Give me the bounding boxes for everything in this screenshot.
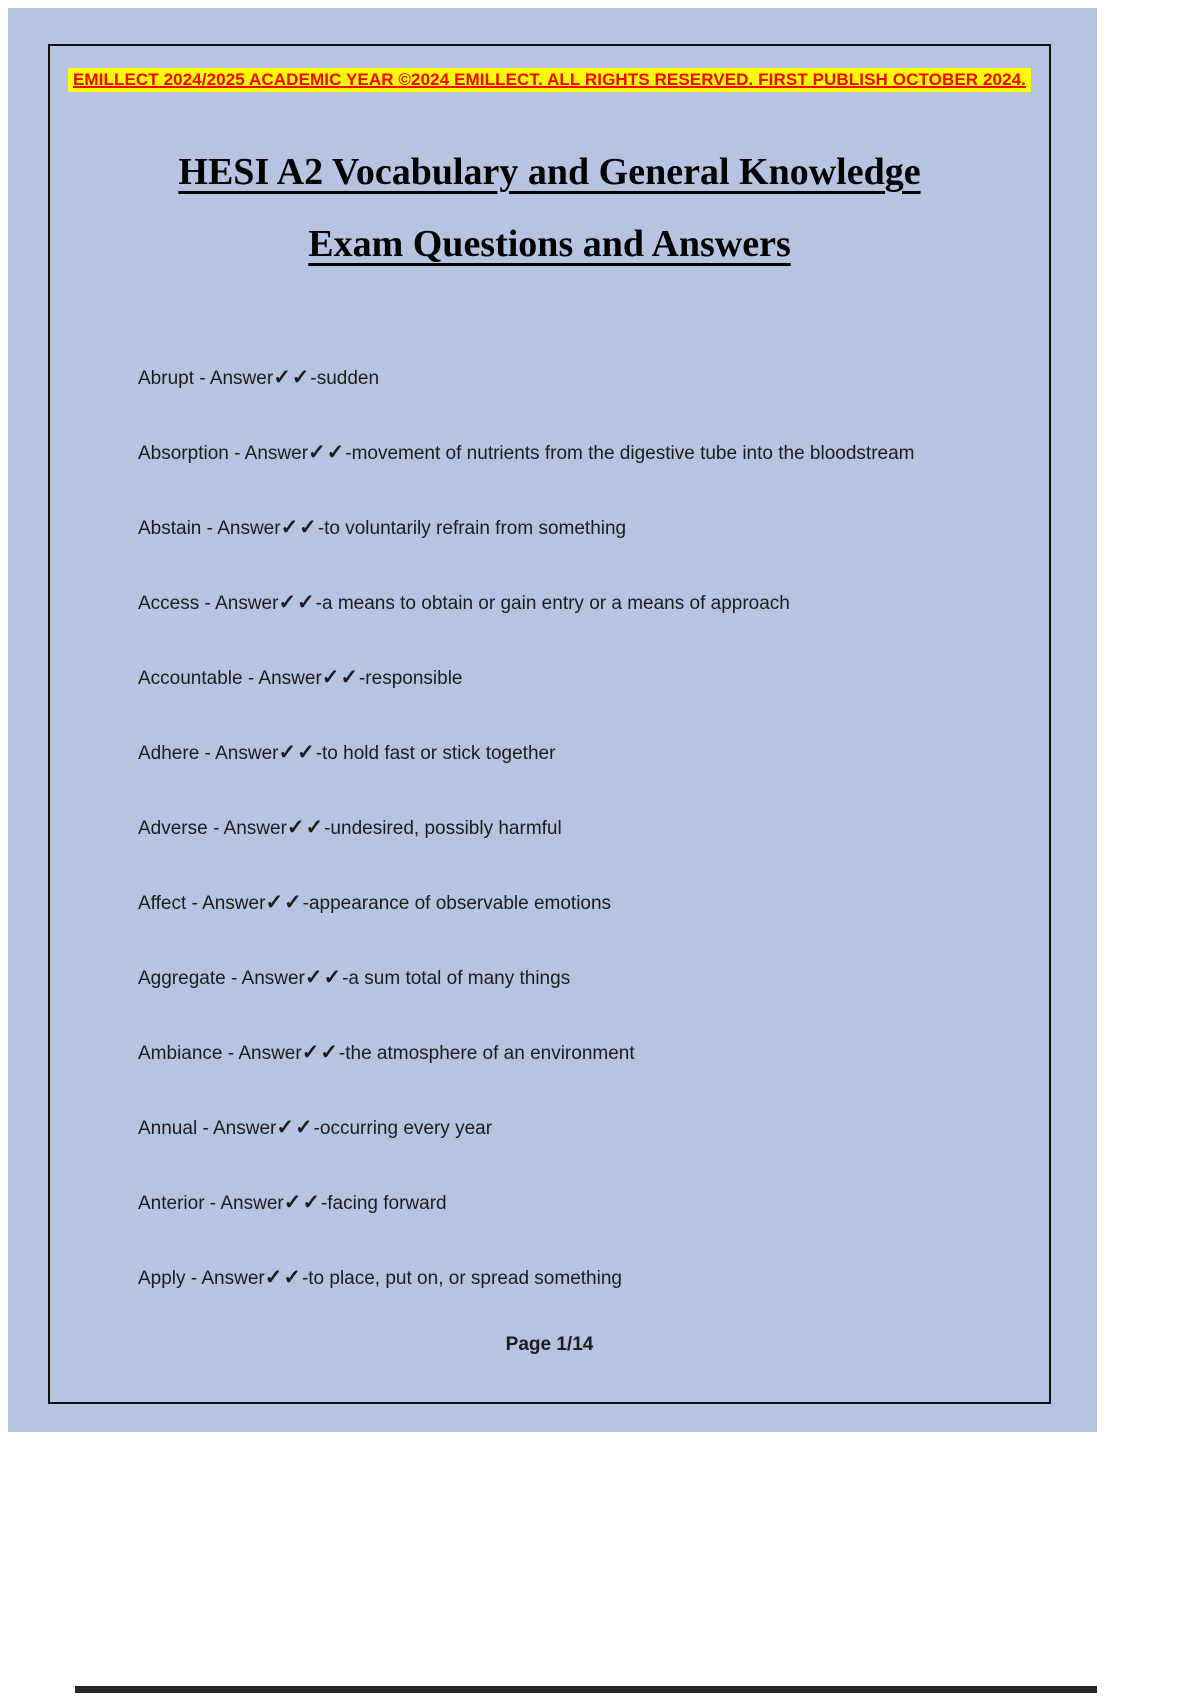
- vocab-entry: [138, 966, 1019, 991]
- check-marks-icon: ✓✓: [265, 891, 303, 914]
- vocab-entry: [138, 891, 1019, 916]
- entry-term: Access: [138, 593, 200, 614]
- answer-label: - Answer: [228, 443, 309, 464]
- answer-label: - Answer: [186, 893, 266, 914]
- entry-definition: -responsible: [358, 668, 463, 689]
- banner-row: [50, 68, 1049, 92]
- check-marks-icon: ✓✓: [276, 1116, 314, 1139]
- entry-term: Affect: [138, 893, 187, 914]
- entries-list: [50, 366, 1049, 1291]
- vocab-entry: [138, 1266, 1019, 1291]
- entry-definition: -appearance of observable emotions: [302, 893, 612, 914]
- entry-definition: -undesired, possibly harmful: [324, 818, 562, 839]
- answer-label: - Answer: [199, 743, 279, 764]
- check-marks-icon: ✓✓: [278, 741, 316, 764]
- check-marks-icon: ✓✓: [304, 966, 343, 989]
- entry-definition: -sudden: [310, 368, 380, 389]
- check-marks-icon: ✓✓: [280, 516, 318, 539]
- answer-label: - Answer: [197, 1118, 277, 1139]
- entry-term: Annual: [138, 1118, 198, 1139]
- entry-term: Adhere: [138, 743, 200, 764]
- entry-definition: -the atmosphere of an environment: [338, 1043, 635, 1064]
- answer-label: - Answer: [199, 593, 279, 614]
- vocab-entry: [138, 441, 1019, 466]
- vocab-entry: [138, 1116, 1019, 1141]
- check-marks-icon: ✓✓: [321, 666, 359, 689]
- answer-label: - Answer: [225, 968, 305, 989]
- next-page-edge: [75, 1686, 1097, 1693]
- vocab-entry: [138, 666, 1019, 691]
- entry-term: Aggregate: [138, 968, 226, 989]
- vocab-entry: [138, 1041, 1019, 1066]
- entry-term: Ambiance: [138, 1043, 223, 1064]
- vocab-entry: [138, 516, 1019, 541]
- entry-term: Abrupt: [138, 368, 194, 389]
- answer-label: - Answer: [201, 518, 281, 539]
- vocab-entry: [138, 591, 1019, 616]
- answer-label: - Answer: [193, 368, 274, 389]
- vocab-entry: [138, 816, 1019, 841]
- check-marks-icon: ✓✓: [283, 1191, 321, 1214]
- document-page: [8, 8, 1097, 1432]
- answer-label: - Answer: [222, 1043, 302, 1064]
- document-title: [50, 136, 1049, 280]
- page-border-frame: [48, 44, 1051, 1404]
- answer-label: - Answer: [185, 1268, 265, 1289]
- entry-term: Adverse: [138, 818, 208, 839]
- check-marks-icon: ✓✓: [278, 591, 316, 614]
- answer-label: - Answer: [207, 818, 287, 839]
- check-marks-icon: ✓✓: [264, 1266, 302, 1289]
- page-number: Page 1/14: [505, 1334, 594, 1355]
- entry-definition: -to place, put on, or spread something: [301, 1268, 622, 1289]
- entry-definition: -a means to obtain or gain entry or a means of approach: [315, 593, 790, 614]
- entry-term: Anterior: [138, 1193, 205, 1214]
- check-marks-icon: ✓✓: [286, 816, 325, 839]
- title-line-2: Exam Questions and Answers: [308, 223, 791, 265]
- vocab-entry: [138, 366, 1019, 391]
- title-line-1: HESI A2 Vocabulary and General Knowledge: [178, 151, 921, 193]
- check-marks-icon: ✓✓: [273, 366, 311, 389]
- check-marks-icon: ✓✓: [308, 441, 346, 464]
- entry-term: Apply: [138, 1268, 186, 1289]
- entry-definition: -movement of nutrients from the digestive tube into the bloodstream: [345, 443, 915, 464]
- entry-term: Absorption: [138, 443, 229, 464]
- entry-definition: -to voluntarily refrain from something: [317, 518, 627, 539]
- entry-term: Accountable: [138, 668, 243, 689]
- vocab-entry: [138, 741, 1019, 766]
- answer-label: - Answer: [242, 668, 322, 689]
- check-marks-icon: ✓✓: [301, 1041, 339, 1064]
- entry-definition: -occurring every year: [313, 1118, 493, 1139]
- entry-definition: -a sum total of many things: [342, 968, 571, 989]
- vocab-entry: [138, 1191, 1019, 1216]
- answer-label: - Answer: [204, 1193, 284, 1214]
- copyright-banner: EMILLECT 2024/2025 ACADEMIC YEAR ©2024 EMILLECT. ALL RIGHTS RESERVED. FIRST PUBLISH OCTOBER 2024.: [68, 68, 1031, 92]
- entry-term: Abstain: [138, 518, 202, 539]
- entry-definition: -to hold fast or stick together: [315, 743, 556, 764]
- entry-definition: -facing forward: [320, 1193, 447, 1214]
